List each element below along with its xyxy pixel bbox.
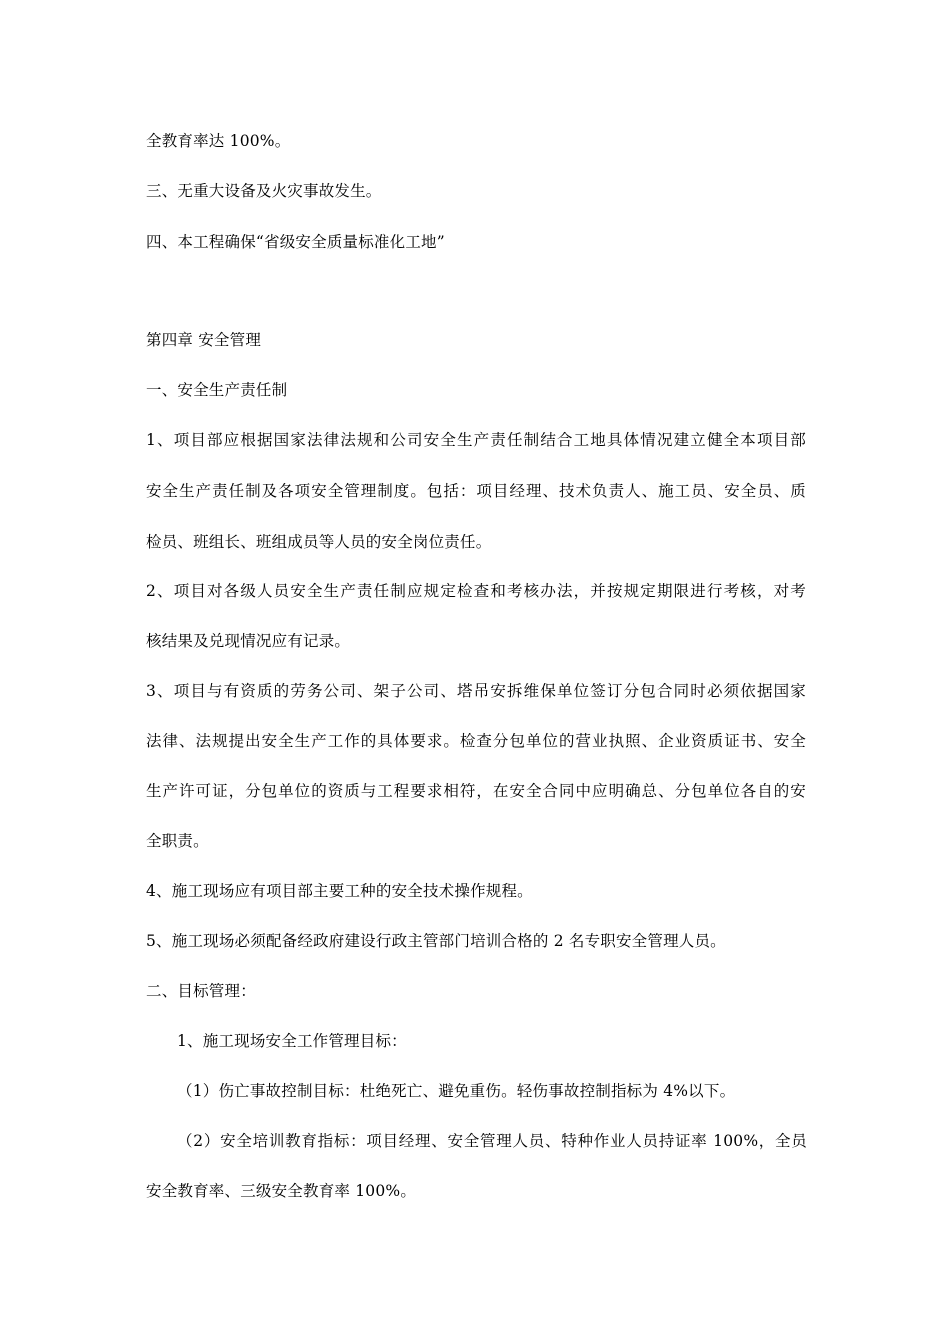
- paragraph-line: 四、本工程确保“省级安全质量标准化工地”: [146, 233, 445, 251]
- paragraph-line: 安全生产责任制及各项安全管理制度。包括：项目经理、技术负责人、施工员、安全员、质: [146, 482, 806, 500]
- paragraph-line: 检员、班组长、班组成员等人员的安全岗位责任。: [146, 533, 492, 551]
- list-item: （1）伤亡事故控制目标：杜绝死亡、避免重伤。轻伤事故控制指标为 4%以下。: [177, 1082, 736, 1100]
- section-heading: 二、目标管理：: [146, 982, 256, 1000]
- paragraph-line: 全职责。: [146, 832, 209, 850]
- paragraph-line: 法律、法规提出安全生产工作的具体要求。检查分包单位的营业执照、企业资质证书、安全: [146, 732, 806, 750]
- paragraph-line: 1、项目部应根据国家法律法规和公司安全生产责任制结合工地具体情况建立健全本项目部: [146, 431, 806, 449]
- paragraph-line: 全教育率达 100%。: [146, 132, 291, 150]
- paragraph-line: 核结果及兑现情况应有记录。: [146, 632, 351, 650]
- paragraph-line: 5、施工现场必须配备经政府建设行政主管部门培训合格的 2 名专职安全管理人员。: [146, 932, 726, 950]
- paragraph-line: 3、项目与有资质的劳务公司、架子公司、塔吊安拆维保单位签订分包合同时必须依据国家: [146, 682, 806, 700]
- subsection-heading: 1、施工现场安全工作管理目标：: [177, 1032, 407, 1050]
- list-item: （2）安全培训教育指标：项目经理、安全管理人员、特种作业人员持证率 100%，全员: [177, 1132, 807, 1150]
- paragraph-line: 生产许可证，分包单位的资质与工程要求相符，在安全合同中应明确总、分包单位各自的安: [146, 782, 806, 800]
- paragraph-line: 4、施工现场应有项目部主要工种的安全技术操作规程。: [146, 882, 533, 900]
- paragraph-line: 2、项目对各级人员安全生产责任制应规定检查和考核办法，并按规定期限进行考核，对考: [146, 582, 806, 600]
- chapter-heading: 第四章 安全管理: [146, 331, 262, 349]
- paragraph-line: 安全教育率、三级安全教育率 100%。: [146, 1182, 417, 1200]
- paragraph-line: 三、无重大设备及火灾事故发生。: [146, 182, 382, 200]
- section-heading: 一、安全生产责任制: [146, 381, 288, 399]
